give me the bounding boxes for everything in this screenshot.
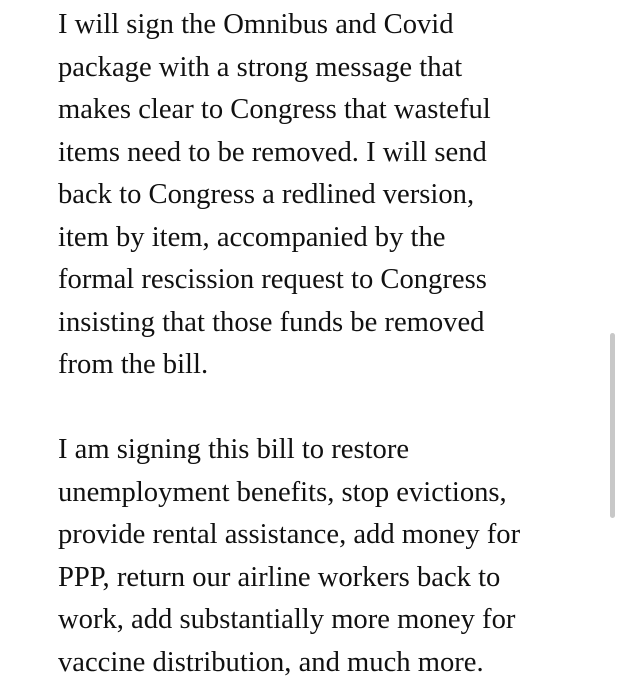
text-line: unemployment benefits, stop evictions, [58,472,598,515]
text-line: PPP, return our airline workers back to [58,557,598,600]
text-line: vaccine distribution, and much more. [58,642,598,684]
text-line: makes clear to Congress that wasteful [58,89,598,132]
paragraph-2 [58,429,598,684]
paragraph-spacer [58,387,598,430]
text-line: formal rescission request to Congress [58,259,598,302]
text-line: back to Congress a redlined version, [58,174,598,217]
vertical-scrollbar[interactable] [610,333,615,518]
text-line: items need to be removed. I will send [58,132,598,175]
article-body [58,4,598,684]
text-line: package with a strong message that [58,47,598,90]
text-line: provide rental assistance, add money for [58,514,598,557]
text-line: item by item, accompanied by the [58,217,598,260]
text-line: work, add substantially more money for [58,599,598,642]
text-line: from the bill. [58,344,598,387]
text-line: insisting that those funds be removed [58,302,598,345]
text-line: I will sign the Omnibus and Covid [58,4,598,47]
text-line: I am signing this bill to restore [58,429,598,472]
paragraph-1 [58,4,598,387]
